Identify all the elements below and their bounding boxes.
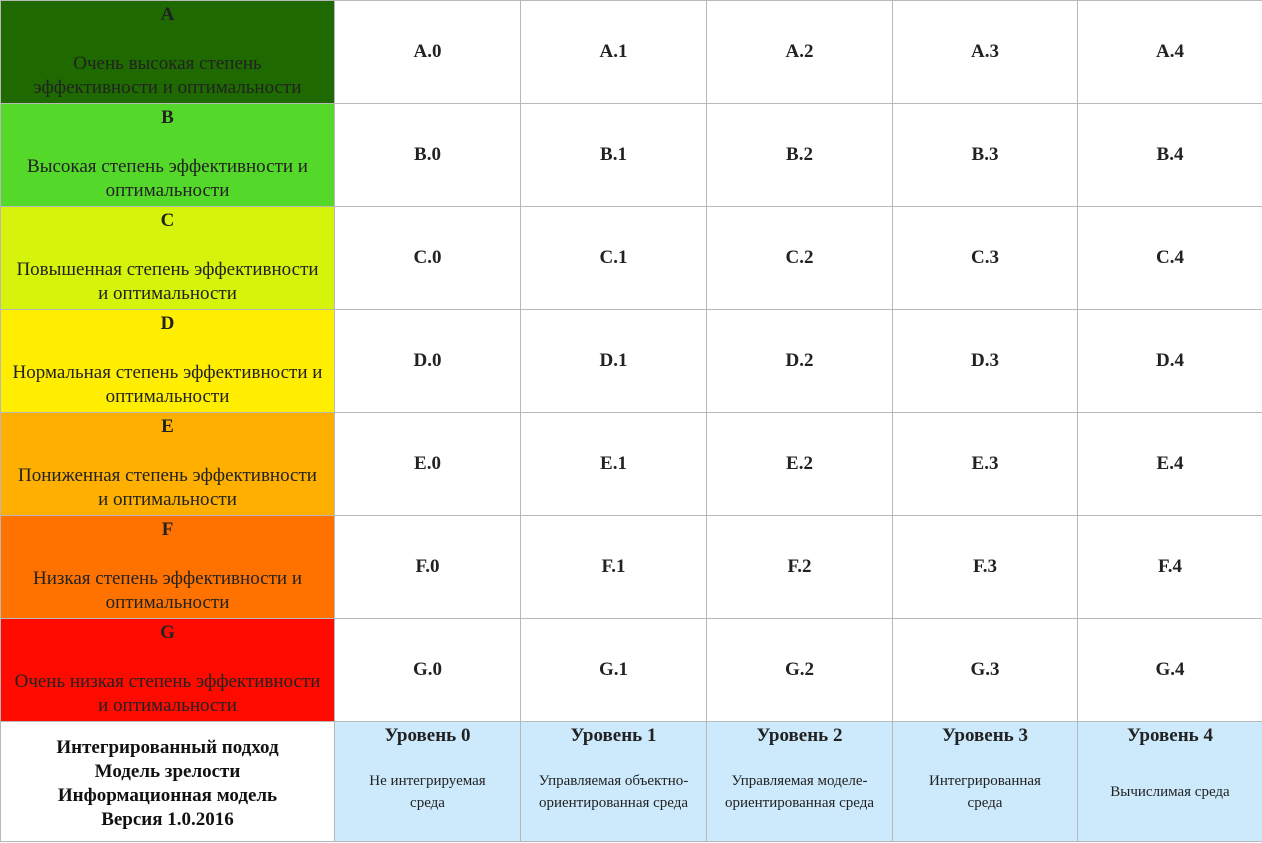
matrix-cell-f4: F.4 — [1078, 516, 1262, 619]
tier-title: Уровень 4 — [1127, 725, 1213, 746]
level-letter: F — [161, 519, 174, 540]
matrix-cell-c3: C.3 — [893, 207, 1078, 310]
matrix-cell-d3: D.3 — [893, 310, 1078, 413]
tier-cell-4 — [1078, 722, 1262, 842]
approach-line: Интегрированный подход — [56, 736, 279, 758]
level-description: Пониженная степень эффективности и оптимальности — [18, 465, 317, 510]
matrix-cell-g1: G.1 — [521, 619, 707, 722]
matrix-cell-a0: A.0 — [335, 1, 521, 104]
matrix-cell-b0: B.0 — [335, 104, 521, 207]
level-description: Очень высокая степень эффективности и оптимальности — [33, 53, 302, 98]
matrix-cell-b4: B.4 — [1078, 104, 1262, 207]
level-cell-d — [1, 310, 335, 413]
matrix-cell-d2: D.2 — [707, 310, 893, 413]
matrix-cell-e1: E.1 — [521, 413, 707, 516]
matrix-cell-g4: G.4 — [1078, 619, 1262, 722]
tier-description: Интегрированная среда — [929, 772, 1041, 811]
level-cell-b — [1, 104, 335, 207]
matrix-cell-f2: F.2 — [707, 516, 893, 619]
matrix-cell-c0: C.0 — [335, 207, 521, 310]
matrix-cell-g2: G.2 — [707, 619, 893, 722]
level-letter: C — [160, 210, 175, 231]
tier-cell-2 — [707, 722, 893, 842]
level-letter: E — [161, 416, 174, 437]
matrix-cell-b3: B.3 — [893, 104, 1078, 207]
tier-title: Уровень 2 — [756, 725, 843, 746]
matrix-cell-e3: E.3 — [893, 413, 1078, 516]
matrix-cell-g3: G.3 — [893, 619, 1078, 722]
matrix-cell-e0: E.0 — [335, 413, 521, 516]
tier-description: Не интегрируемая среда — [369, 772, 486, 811]
matrix-cell-e2: E.2 — [707, 413, 893, 516]
matrix-cell-f3: F.3 — [893, 516, 1078, 619]
level-description: Высокая степень эффективности и оптимальности — [27, 156, 308, 201]
level-cell-c — [1, 207, 335, 310]
tier-cell-1 — [521, 722, 707, 842]
matrix-cell-b2: B.2 — [707, 104, 893, 207]
matrix-cell-d1: D.1 — [521, 310, 707, 413]
matrix-cell-a2: A.2 — [707, 1, 893, 104]
matrix-cell-g0: G.0 — [335, 619, 521, 722]
level-cell-a — [1, 1, 335, 104]
matrix-cell-c4: C.4 — [1078, 207, 1262, 310]
tier-description: Управляемая объектно-ориентированная среда — [538, 772, 689, 811]
tier-title: Уровень 0 — [384, 725, 471, 746]
approach-line: Модель зрелости — [94, 760, 241, 782]
level-cell-f — [1, 516, 335, 619]
matrix-cell-d4: D.4 — [1078, 310, 1262, 413]
tier-title: Уровень 1 — [570, 725, 657, 746]
matrix-cell-d0: D.0 — [335, 310, 521, 413]
approach-line: Версия 1.0.2016 — [101, 808, 234, 830]
matrix-cell-a1: A.1 — [521, 1, 707, 104]
level-description: Очень низкая степень эффективности и оптимальности — [14, 671, 321, 716]
matrix-cell-f1: F.1 — [521, 516, 707, 619]
matrix-cell-c2: C.2 — [707, 207, 893, 310]
tier-title: Уровень 3 — [942, 725, 1028, 746]
level-description: Низкая степень эффективности и оптимальности — [33, 568, 302, 613]
matrix-cell-c1: C.1 — [521, 207, 707, 310]
level-description: Повышенная степень эффективности и оптимальности — [16, 259, 319, 304]
matrix-cell-e4: E.4 — [1078, 413, 1262, 516]
level-letter: B — [161, 107, 174, 128]
tier-description: Вычислимая среда — [1110, 783, 1230, 800]
approach-label — [1, 722, 335, 842]
tier-description: Управляемая моделе-ориентированная среда — [724, 772, 875, 811]
matrix-cell-a4: A.4 — [1078, 1, 1262, 104]
level-cell-e — [1, 413, 335, 516]
matrix-cell-b1: B.1 — [521, 104, 707, 207]
level-letter: G — [160, 622, 175, 643]
level-cell-g — [1, 619, 335, 722]
level-letter: D — [160, 313, 175, 334]
level-description: Нормальная степень эффективности и оптимальности — [12, 362, 323, 407]
level-letter: A — [160, 4, 175, 25]
approach-line: Информационная модель — [57, 784, 278, 806]
tier-cell-3 — [893, 722, 1078, 842]
matrix-cell-f0: F.0 — [335, 516, 521, 619]
matrix-cell-a3: A.3 — [893, 1, 1078, 104]
tier-cell-0 — [335, 722, 521, 842]
